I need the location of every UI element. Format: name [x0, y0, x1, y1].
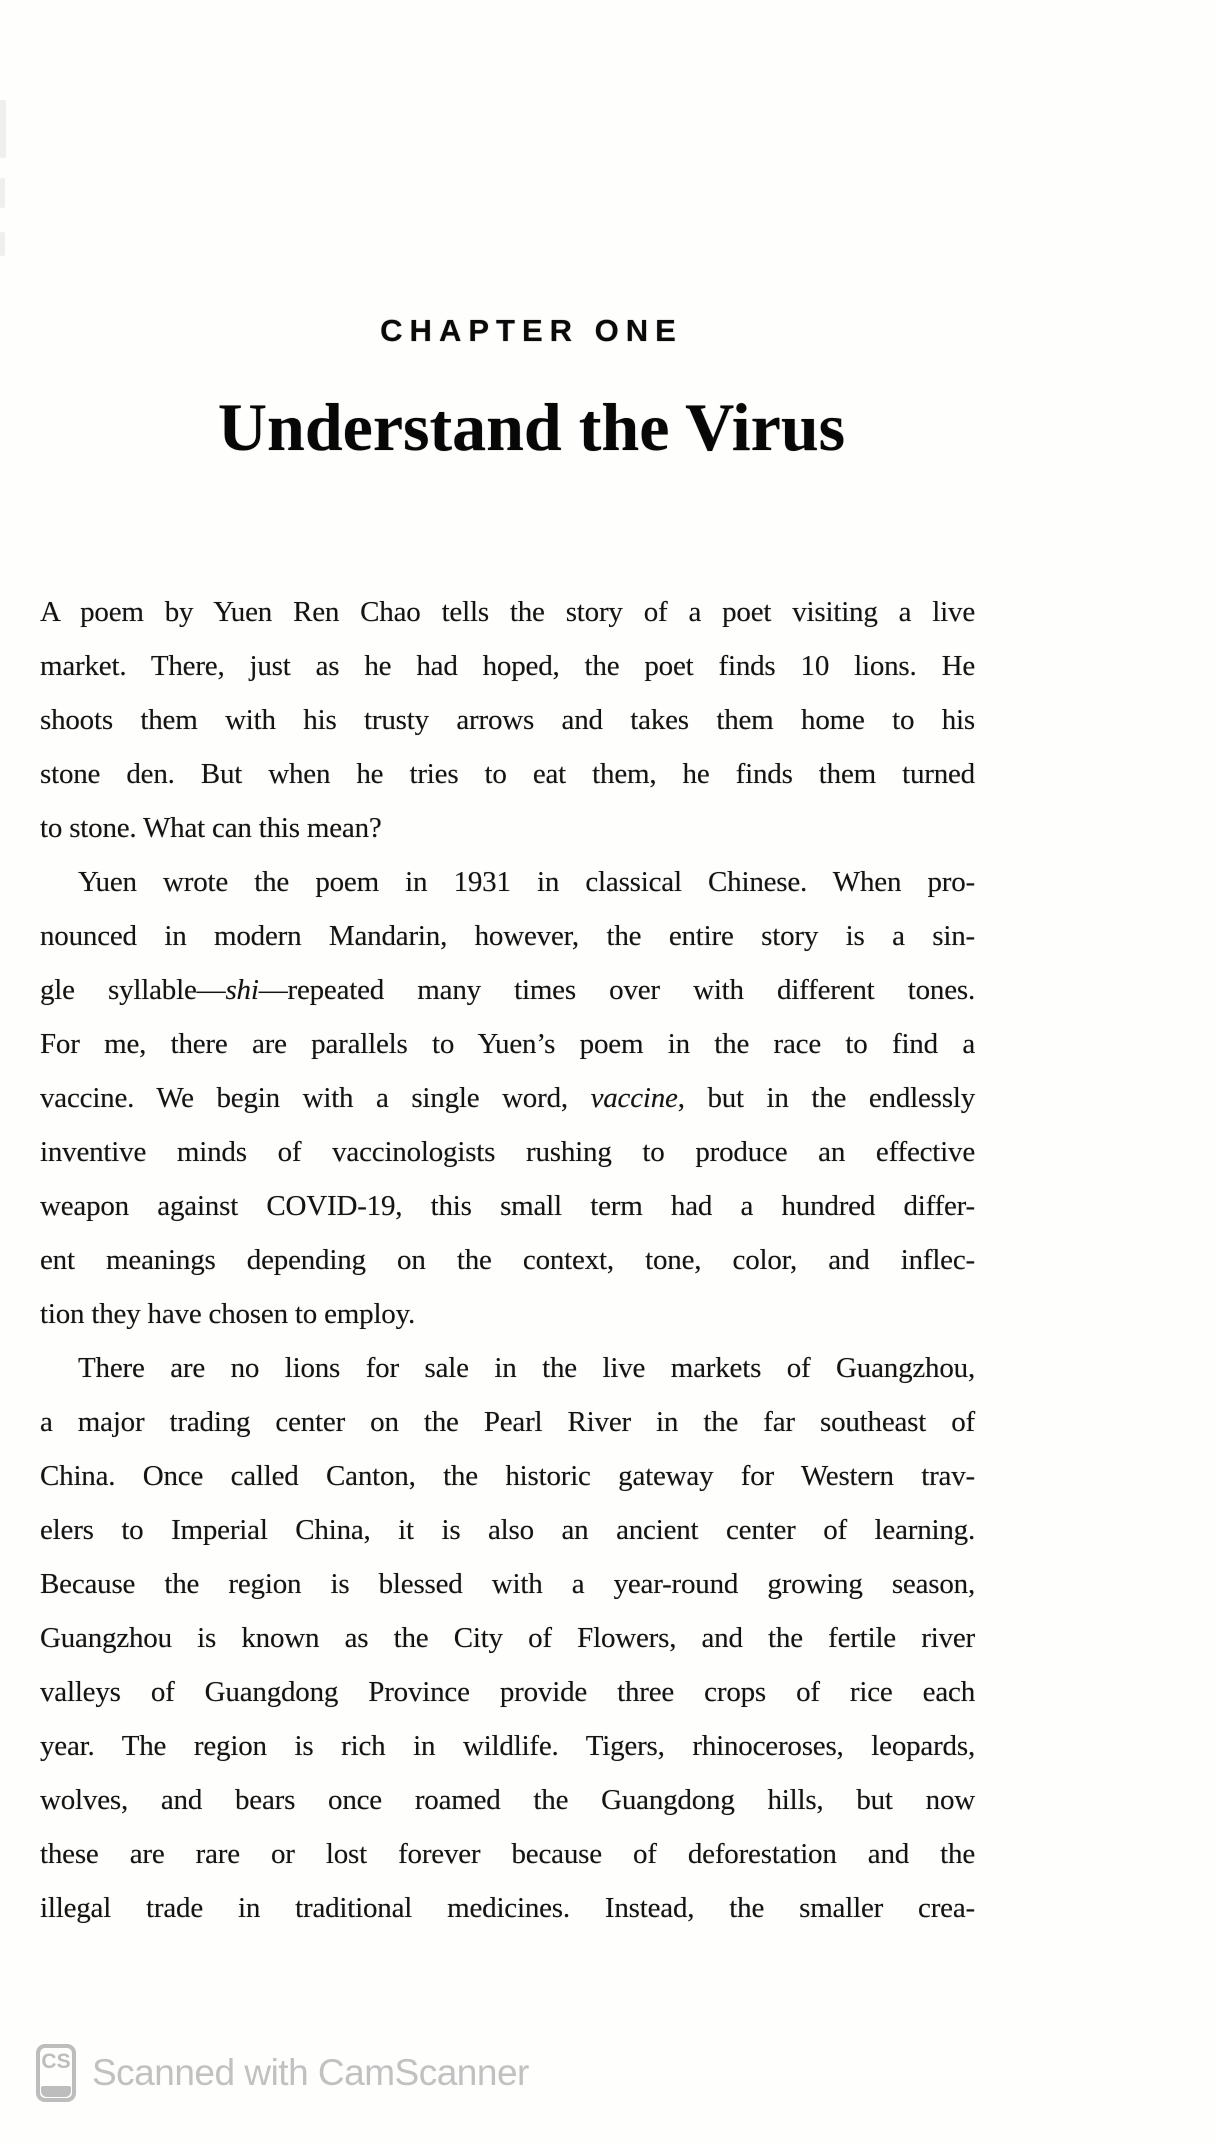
body-text	[40, 585, 975, 1935]
camscanner-logo-label: CS	[41, 2050, 71, 2073]
text-segment: For me, there are parallels to Yuen’s poem in the race to find a	[40, 1028, 975, 1060]
text-segment: weapon against COVID-19, this small term had a hundred differ-	[40, 1190, 975, 1222]
text-segment: —repeated many times over with different tones.	[258, 974, 975, 1006]
text-segment: ent meanings depending on the context, tone, color, and inflec-	[40, 1244, 975, 1276]
text-line	[40, 909, 975, 963]
text-line	[40, 1827, 975, 1881]
text-line	[40, 693, 975, 747]
text-segment: vaccine. We begin with a single word,	[40, 1082, 591, 1114]
text-line	[40, 1071, 975, 1125]
text-segment: tion they have chosen to employ.	[40, 1298, 416, 1330]
text-line	[40, 1395, 975, 1449]
text-segment: to stone. What can this mean?	[40, 812, 382, 844]
text-segment: Yuen wrote the poem in 1931 in classical Chinese. When pro-	[78, 866, 975, 898]
text-segment: inventive minds of vaccinologists rushing to produce an effective	[40, 1136, 975, 1168]
paragraph	[40, 1341, 975, 1935]
text-segment: illegal trade in traditional medicines. Instead, the smaller crea-	[40, 1892, 975, 1924]
text-line	[40, 585, 975, 639]
text-line	[40, 747, 975, 801]
text-line	[40, 1449, 975, 1503]
text-line	[40, 1341, 975, 1395]
text-segment: year. The region is rich in wildlife. Tigers, rhinoceroses, leopards,	[40, 1730, 975, 1762]
text-segment: wolves, and bears once roamed the Guangdong hills, but now	[40, 1784, 975, 1816]
text-line	[40, 1773, 975, 1827]
text-line	[40, 801, 975, 855]
text-segment: Guangzhou is known as the City of Flowers, and the fertile river	[40, 1622, 975, 1654]
text-line	[40, 1017, 975, 1071]
text-line	[40, 1611, 975, 1665]
scan-edge-artifact	[0, 178, 5, 208]
camscanner-logo-bar	[41, 2086, 71, 2097]
text-segment: nounced in modern Mandarin, however, the entire story is a sin-	[40, 920, 975, 952]
camscanner-watermark	[0, 2036, 1216, 2116]
text-line	[40, 1287, 975, 1341]
watermark-label: Scanned with CamScanner	[92, 2052, 529, 2093]
text-line	[40, 1557, 975, 1611]
text-segment: market. There, just as he had hoped, the poet finds 10 lions. He	[40, 650, 975, 682]
text-segment: shi	[225, 974, 259, 1006]
text-segment: stone den. But when he tries to eat them, he finds them turned	[40, 758, 975, 790]
page-title: Understand the Virus	[217, 389, 846, 465]
text-segment: Because the region is blessed with a year-round growing season,	[40, 1568, 975, 1600]
text-line	[40, 1665, 975, 1719]
text-line	[40, 963, 975, 1017]
paragraph	[40, 855, 975, 1341]
text-line	[40, 1881, 975, 1935]
text-line	[40, 639, 975, 693]
text-segment: these are rare or lost forever because of deforestation and the	[40, 1838, 975, 1870]
text-segment: There are no lions for sale in the live markets of Guangzhou,	[78, 1352, 975, 1384]
text-segment: gle syllable—	[40, 974, 226, 1006]
text-line	[40, 1125, 975, 1179]
text-segment: elers to Imperial China, it is also an ancient center of learning.	[40, 1514, 975, 1546]
text-line	[40, 855, 975, 909]
text-segment: vaccine	[590, 1082, 678, 1114]
scan-edge-artifact	[0, 100, 6, 158]
text-segment: valleys of Guangdong Province provide three crops of rice each	[40, 1676, 975, 1708]
text-segment: a major trading center on the Pearl River in the far southeast of	[40, 1406, 975, 1438]
text-line	[40, 1719, 975, 1773]
text-line	[40, 1503, 975, 1557]
camscanner-logo-icon	[36, 2044, 76, 2102]
chapter-kicker: CHAPTER ONE	[380, 313, 683, 348]
text-line	[40, 1179, 975, 1233]
text-segment: , but in the endlessly	[677, 1082, 975, 1114]
scan-edge-artifact	[0, 232, 5, 256]
paragraph	[40, 585, 975, 855]
text-segment: shoots them with his trusty arrows and takes them home to his	[40, 704, 975, 736]
text-segment: A poem by Yuen Ren Chao tells the story of a poet visiting a live	[40, 596, 975, 628]
text-segment: China. Once called Canton, the historic gateway for Western trav-	[40, 1460, 975, 1492]
text-line	[40, 1233, 975, 1287]
